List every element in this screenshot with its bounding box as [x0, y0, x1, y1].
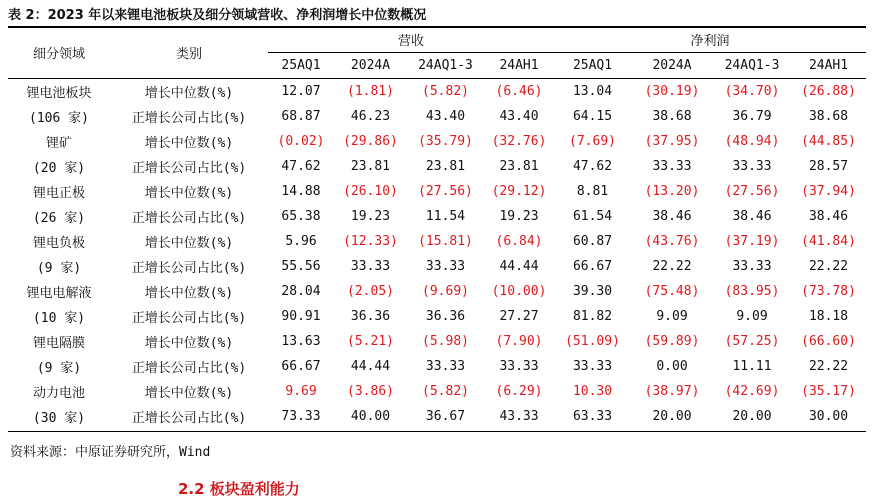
value-cell: (59.89): [644, 334, 700, 349]
value-cell: (29.86): [343, 134, 398, 149]
category-cell: 正增长公司占比(%): [131, 211, 247, 226]
value-cell: 68.87: [281, 109, 321, 124]
segment-cell: 锂电正极: [32, 186, 85, 201]
header-period: 24AH1: [484, 53, 554, 79]
value-cell: 10.30: [572, 384, 613, 399]
table-row: [8, 404, 866, 429]
value-cell: (6.84): [495, 234, 543, 249]
value-cell: 33.33: [652, 159, 692, 174]
value-cell: (57.25): [724, 334, 780, 349]
value-cell: (27.56): [418, 184, 473, 199]
category-cell: 正增长公司占比(%): [131, 111, 247, 126]
header-period: 24AQ1-3: [713, 53, 791, 79]
header-group-revenue: 营收: [268, 27, 554, 53]
segment-cell: 锂电负极: [32, 236, 85, 251]
table-body: [8, 79, 866, 430]
value-cell: 66.67: [281, 359, 321, 374]
value-cell: 43.40: [425, 109, 466, 124]
header-period: 24AQ1-3: [407, 53, 484, 79]
table-row: [8, 329, 866, 354]
value-cell: (15.81): [418, 234, 473, 249]
value-cell: 13.63: [281, 334, 321, 349]
value-cell: 33.33: [732, 159, 772, 174]
value-cell: (13.20): [644, 184, 700, 199]
value-cell: 23.81: [350, 159, 391, 174]
value-cell: 13.04: [572, 84, 613, 99]
table-row: [8, 129, 866, 154]
table-row: [8, 279, 866, 304]
table-row: [8, 304, 866, 329]
table-row: [8, 79, 866, 105]
value-cell: (32.76): [491, 134, 547, 149]
value-cell: 28.04: [281, 284, 321, 299]
value-cell: (6.46): [495, 84, 543, 99]
table-title: 表 2：2023 年以来锂电池板块及细分领域营收、净利润增长中位数概况: [8, 8, 427, 23]
category-cell: 正增长公司占比(%): [131, 361, 247, 376]
value-cell: 23.81: [425, 159, 466, 174]
table-row: [8, 379, 866, 404]
value-cell: (75.48): [644, 284, 700, 299]
table-row: [8, 204, 866, 229]
value-cell: 22.22: [652, 259, 692, 274]
value-cell: 33.33: [572, 359, 613, 374]
category-cell: 增长中位数(%): [144, 186, 234, 201]
value-cell: (41.84): [801, 234, 856, 249]
value-cell: 19.23: [499, 209, 539, 224]
value-cell: 38.46: [808, 209, 849, 224]
value-cell: 9.09: [736, 309, 768, 324]
value-cell: (30.19): [644, 84, 700, 99]
value-cell: (37.94): [801, 184, 856, 199]
value-cell: (7.69): [569, 134, 616, 149]
value-cell: 90.91: [281, 309, 321, 324]
value-cell: 65.38: [281, 209, 321, 224]
value-cell: 40.00: [350, 409, 391, 424]
value-cell: 5.96: [285, 234, 317, 249]
segment-cell: (9 家): [36, 361, 82, 376]
segment-cell: 动力电池: [32, 386, 85, 401]
source-note: 资料来源：中原证券研究所，Wind: [10, 445, 211, 460]
value-cell: 19.23: [350, 209, 391, 224]
value-cell: 61.54: [572, 209, 613, 224]
value-cell: 20.00: [732, 409, 772, 424]
value-cell: (1.81): [347, 84, 394, 99]
table-row: [8, 229, 866, 254]
category-cell: 增长中位数(%): [144, 236, 234, 251]
segment-cell: (9 家): [36, 261, 82, 276]
value-cell: 36.36: [425, 309, 466, 324]
value-cell: 60.87: [572, 234, 613, 249]
category-cell: 增长中位数(%): [144, 86, 234, 101]
value-cell: 33.33: [499, 359, 539, 374]
value-cell: (5.82): [422, 84, 469, 99]
value-cell: 44.44: [499, 259, 539, 274]
value-cell: 33.33: [350, 259, 391, 274]
header-period: 25AQ1: [268, 53, 334, 79]
value-cell: (66.60): [801, 334, 856, 349]
segment-cell: (10 家): [32, 311, 86, 326]
value-cell: (37.19): [724, 234, 780, 249]
bottom-rule: [8, 431, 866, 432]
value-cell: (10.00): [491, 284, 547, 299]
value-cell: (6.29): [495, 384, 543, 399]
segment-cell: 锂矿: [45, 136, 72, 151]
value-cell: 33.33: [425, 359, 466, 374]
value-cell: (3.86): [347, 384, 394, 399]
value-cell: 55.56: [281, 259, 321, 274]
value-cell: 33.33: [732, 259, 772, 274]
category-cell: 正增长公司占比(%): [131, 161, 247, 176]
value-cell: 22.22: [808, 259, 849, 274]
value-cell: 44.44: [350, 359, 391, 374]
value-cell: (34.70): [724, 84, 780, 99]
value-cell: 14.88: [281, 184, 321, 199]
value-cell: 39.30: [572, 284, 613, 299]
category-cell: 正增长公司占比(%): [131, 261, 247, 276]
category-cell: 正增长公司占比(%): [131, 411, 247, 426]
header-group-net-profit: 净利润: [554, 27, 866, 53]
category-cell: 正增长公司占比(%): [131, 311, 247, 326]
value-cell: 27.27: [499, 309, 539, 324]
value-cell: 47.62: [281, 159, 321, 174]
value-cell: (51.09): [565, 334, 620, 349]
value-cell: 46.23: [350, 109, 391, 124]
value-cell: (0.02): [277, 134, 325, 149]
header-segment: 细分领域: [8, 27, 110, 79]
value-cell: (12.33): [343, 234, 398, 249]
value-cell: 33.33: [425, 259, 466, 274]
value-cell: (35.17): [801, 384, 856, 399]
segment-cell: 锂电电解液: [26, 286, 92, 301]
value-cell: (29.12): [491, 184, 547, 199]
value-cell: 9.69: [285, 384, 317, 399]
value-cell: 11.54: [425, 209, 466, 224]
value-cell: (37.95): [644, 134, 700, 149]
category-cell: 增长中位数(%): [144, 286, 234, 301]
value-cell: (42.69): [724, 384, 780, 399]
value-cell: (48.94): [724, 134, 780, 149]
value-cell: 0.00: [656, 359, 688, 374]
value-cell: 36.67: [425, 409, 466, 424]
value-cell: 38.46: [652, 209, 692, 224]
value-cell: (38.97): [644, 384, 700, 399]
value-cell: 81.82: [572, 309, 613, 324]
table-row: [8, 354, 866, 379]
segment-cell: 锂电隔膜: [32, 336, 85, 351]
value-cell: (83.95): [724, 284, 780, 299]
segment-cell: (30 家): [32, 411, 86, 426]
value-cell: 73.33: [281, 409, 321, 424]
value-cell: 38.68: [808, 109, 849, 124]
value-cell: (35.79): [418, 134, 473, 149]
value-cell: (5.21): [347, 334, 394, 349]
category-cell: 增长中位数(%): [144, 386, 234, 401]
next-section-heading: 2.2 板块盈利能力: [178, 480, 300, 498]
value-cell: 9.09: [656, 309, 688, 324]
value-cell: (73.78): [801, 284, 856, 299]
value-cell: 8.81: [576, 184, 609, 199]
value-cell: (44.85): [801, 134, 856, 149]
value-cell: 28.57: [808, 159, 849, 174]
value-cell: (7.90): [495, 334, 543, 349]
segment-cell: 锂电池板块: [26, 86, 92, 101]
value-cell: (26.10): [343, 184, 398, 199]
value-cell: 36.36: [350, 309, 391, 324]
value-cell: 11.11: [732, 359, 772, 374]
value-cell: (9.69): [422, 284, 469, 299]
category-cell: 增长中位数(%): [144, 136, 234, 151]
value-cell: 22.22: [808, 359, 849, 374]
table-row: [8, 154, 866, 179]
table-row: [8, 104, 866, 129]
value-cell: 18.18: [808, 309, 849, 324]
value-cell: (5.98): [422, 334, 469, 349]
value-cell: 66.67: [572, 259, 613, 274]
header-category: 类别: [110, 27, 268, 79]
value-cell: 47.62: [572, 159, 613, 174]
value-cell: 43.33: [499, 409, 539, 424]
table-row: [8, 179, 866, 204]
value-cell: 30.00: [808, 409, 849, 424]
header-period: 2024A: [334, 53, 407, 79]
segment-cell: (26 家): [32, 211, 86, 226]
value-cell: 64.15: [572, 109, 613, 124]
header-period: 24AH1: [791, 53, 866, 79]
data-table: [8, 27, 866, 429]
value-cell: (26.88): [801, 84, 856, 99]
header-period: 2024A: [631, 53, 713, 79]
segment-cell: (106 家): [29, 111, 89, 126]
value-cell: 43.40: [499, 109, 539, 124]
segment-cell: (20 家): [32, 161, 86, 176]
value-cell: 20.00: [652, 409, 692, 424]
header-period: 25AQ1: [554, 53, 631, 79]
value-cell: (5.82): [422, 384, 469, 399]
value-cell: 38.46: [732, 209, 772, 224]
value-cell: 23.81: [499, 159, 539, 174]
value-cell: (2.05): [347, 284, 394, 299]
value-cell: 12.07: [281, 84, 321, 99]
value-cell: 38.68: [652, 109, 692, 124]
category-cell: 增长中位数(%): [144, 336, 234, 351]
value-cell: (27.56): [724, 184, 780, 199]
value-cell: 63.33: [572, 409, 613, 424]
table-row: [8, 254, 866, 279]
value-cell: 36.79: [732, 109, 772, 124]
value-cell: (43.76): [644, 234, 700, 249]
